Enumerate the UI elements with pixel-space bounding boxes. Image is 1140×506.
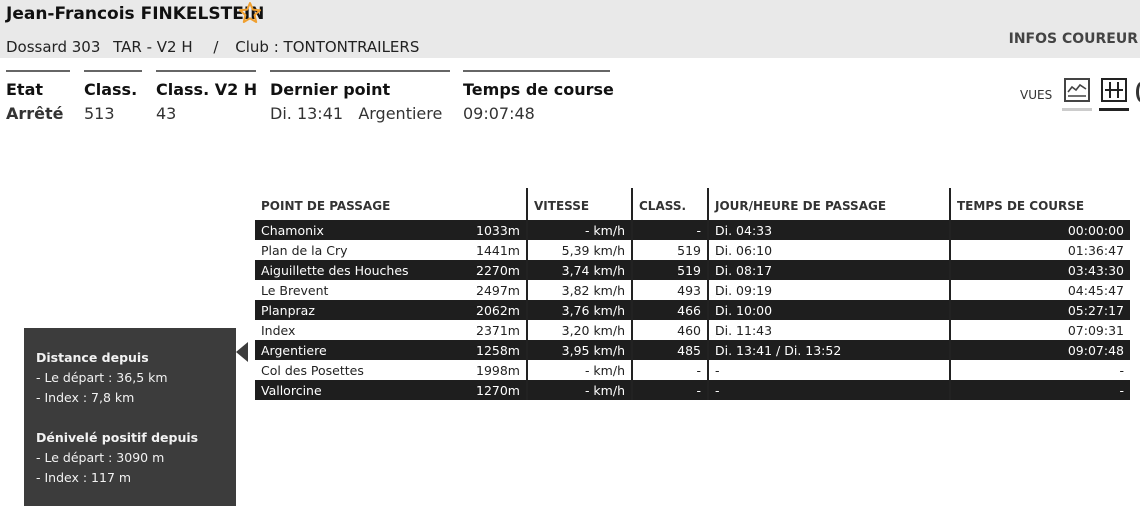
header-class[interactable]: CLASS.: [632, 188, 708, 220]
header-jour[interactable]: JOUR/HEURE DE PASSAGE: [708, 188, 950, 220]
cell-point: [255, 300, 527, 320]
tooltip-denivele-depart: - Le départ : 3090 m: [36, 450, 165, 465]
stat-temps-value: 09:07:48: [463, 104, 535, 123]
point-altitude: 1033m: [476, 222, 520, 238]
cell-temps: 01:36:47: [950, 240, 1130, 260]
point-altitude: 1998m: [476, 362, 520, 378]
cell-class: 485: [632, 340, 708, 360]
cell-temps: 05:27:17: [950, 300, 1130, 320]
cell-temps: 03:43:30: [950, 260, 1130, 280]
point-name: Chamonix: [261, 222, 324, 238]
cell-point: [255, 260, 527, 280]
cell-vitesse: 3,20 km/h: [527, 320, 632, 340]
profile-view-icon: [1062, 76, 1092, 106]
runner-name: Jean-Francois FINKELSTEIN: [6, 4, 265, 24]
point-name: Col des Posettes: [261, 362, 364, 378]
cell-vitesse: - km/h: [527, 220, 632, 240]
cell-temps: 07:09:31: [950, 320, 1130, 340]
point-name: Planpraz: [261, 302, 315, 318]
runner-subline: [6, 38, 427, 56]
separator: /: [213, 38, 219, 56]
passages-table: [255, 188, 1130, 400]
runner-header: [0, 0, 1140, 58]
cell-class: -: [632, 360, 708, 380]
cell-point: [255, 280, 527, 300]
dossard-label: Dossard 303: [6, 38, 101, 56]
cell-point: [255, 380, 527, 400]
tooltip-arrow: [236, 342, 248, 362]
table-header-row: [255, 188, 1130, 220]
vues-label: VUES: [1020, 88, 1053, 102]
stat-dernier-time: Di. 13:41: [270, 104, 344, 123]
cell-temps: 04:45:47: [950, 280, 1130, 300]
point-altitude: 1441m: [476, 242, 520, 258]
table-row[interactable]: [255, 360, 1130, 380]
table-row[interactable]: [255, 340, 1130, 360]
cell-temps: -: [950, 360, 1130, 380]
cell-vitesse: 3,95 km/h: [527, 340, 632, 360]
stat-dernier-place: Argentiere: [358, 104, 443, 123]
cell-temps: 09:07:48: [950, 340, 1130, 360]
cell-jour: Di. 10:00: [708, 300, 950, 320]
cell-jour: Di. 04:33: [708, 220, 950, 240]
header-vitesse[interactable]: VITESSE: [527, 188, 632, 220]
tooltip-distance-title: Distance depuis: [36, 350, 149, 365]
race-label: TAR - V2 H: [113, 38, 193, 56]
point-altitude: 2062m: [476, 302, 520, 318]
point-name: Aiguillette des Houches: [261, 262, 409, 278]
cell-vitesse: 3,82 km/h: [527, 280, 632, 300]
cell-jour: -: [708, 360, 950, 380]
point-name: Plan de la Cry: [261, 242, 348, 258]
cell-vitesse: 5,39 km/h: [527, 240, 632, 260]
cell-jour: Di. 13:41 / Di. 13:52: [708, 340, 950, 360]
point-name: Index: [261, 322, 296, 338]
table-view-button[interactable]: [1099, 76, 1129, 111]
cell-point: [255, 320, 527, 340]
header-point[interactable]: POINT DE PASSAGE: [261, 199, 391, 213]
club-label: Club : TONTONTRAILERS: [235, 38, 420, 56]
cell-class: 460: [632, 320, 708, 340]
cell-vitesse: - km/h: [527, 380, 632, 400]
stat-etat-value-text: Arrêté: [6, 104, 64, 123]
point-altitude: 2497m: [476, 282, 520, 298]
cell-class: -: [632, 380, 708, 400]
cell-temps: 00:00:00: [950, 220, 1130, 240]
table-row[interactable]: [255, 240, 1130, 260]
cell-point: [255, 240, 527, 260]
point-name: Argentiere: [261, 342, 327, 358]
cell-class: 466: [632, 300, 708, 320]
cell-temps: -: [950, 380, 1130, 400]
partial-view-button[interactable]: [1136, 82, 1140, 102]
tooltip-denivele-index: - Index : 117 m: [36, 470, 132, 485]
stat-class: [84, 70, 142, 123]
stat-class-cat: [156, 70, 256, 123]
profile-view-button[interactable]: [1062, 76, 1092, 111]
point-name: Le Brevent: [261, 282, 329, 298]
stat-etat: [6, 70, 70, 123]
stat-temps: [463, 70, 614, 123]
point-altitude: 2270m: [476, 262, 520, 278]
cell-class: 519: [632, 240, 708, 260]
stat-dernier-point: [270, 70, 450, 123]
table-row[interactable]: [255, 260, 1130, 280]
stat-temps-label: Temps de course: [463, 80, 614, 99]
table-row[interactable]: [255, 220, 1130, 240]
cell-vitesse: 3,74 km/h: [527, 260, 632, 280]
cell-point: [255, 340, 527, 360]
cell-class: -: [632, 220, 708, 240]
table-row[interactable]: [255, 280, 1130, 300]
header-temps[interactable]: TEMPS DE COURSE: [950, 188, 1130, 220]
cell-jour: -: [708, 380, 950, 400]
cell-jour: Di. 09:19: [708, 280, 950, 300]
stat-dernier-value: [270, 104, 450, 123]
tooltip-distance-index: - Index : 7,8 km: [36, 390, 135, 405]
cell-point: [255, 360, 527, 380]
tooltip-distance-depart: - Le départ : 36,5 km: [36, 370, 168, 385]
cell-jour: Di. 08:17: [708, 260, 950, 280]
point-altitude: 2371m: [476, 322, 520, 338]
point-altitude: 1270m: [476, 382, 520, 398]
stat-class-value: 513: [84, 104, 115, 123]
stat-dernier-label: Dernier point: [270, 80, 391, 99]
stat-class-cat-label: Class. V2 H: [156, 80, 258, 99]
table-view-icon: [1099, 76, 1129, 106]
stat-etat-label: Etat: [6, 80, 44, 99]
cell-point: [255, 220, 527, 240]
point-name: Vallorcine: [261, 382, 322, 398]
distance-tooltip: [24, 328, 236, 506]
cell-vitesse: 3,76 km/h: [527, 300, 632, 320]
star-icon[interactable]: [238, 1, 262, 25]
tooltip-denivele-title: Dénivelé positif depuis: [36, 430, 199, 445]
table-row[interactable]: [255, 300, 1130, 320]
stat-class-label: Class.: [84, 80, 138, 99]
cell-class: 493: [632, 280, 708, 300]
cell-vitesse: - km/h: [527, 360, 632, 380]
table-row[interactable]: [255, 320, 1130, 340]
cell-jour: Di. 11:43: [708, 320, 950, 340]
infos-coureur-title: INFOS COUREUR: [1008, 31, 1138, 47]
point-altitude: 1258m: [476, 342, 520, 358]
cell-jour: Di. 06:10: [708, 240, 950, 260]
stat-etat-value: [6, 104, 70, 123]
table-row[interactable]: [255, 380, 1130, 400]
cell-class: 519: [632, 260, 708, 280]
stat-class-cat-value: 43: [156, 104, 177, 123]
